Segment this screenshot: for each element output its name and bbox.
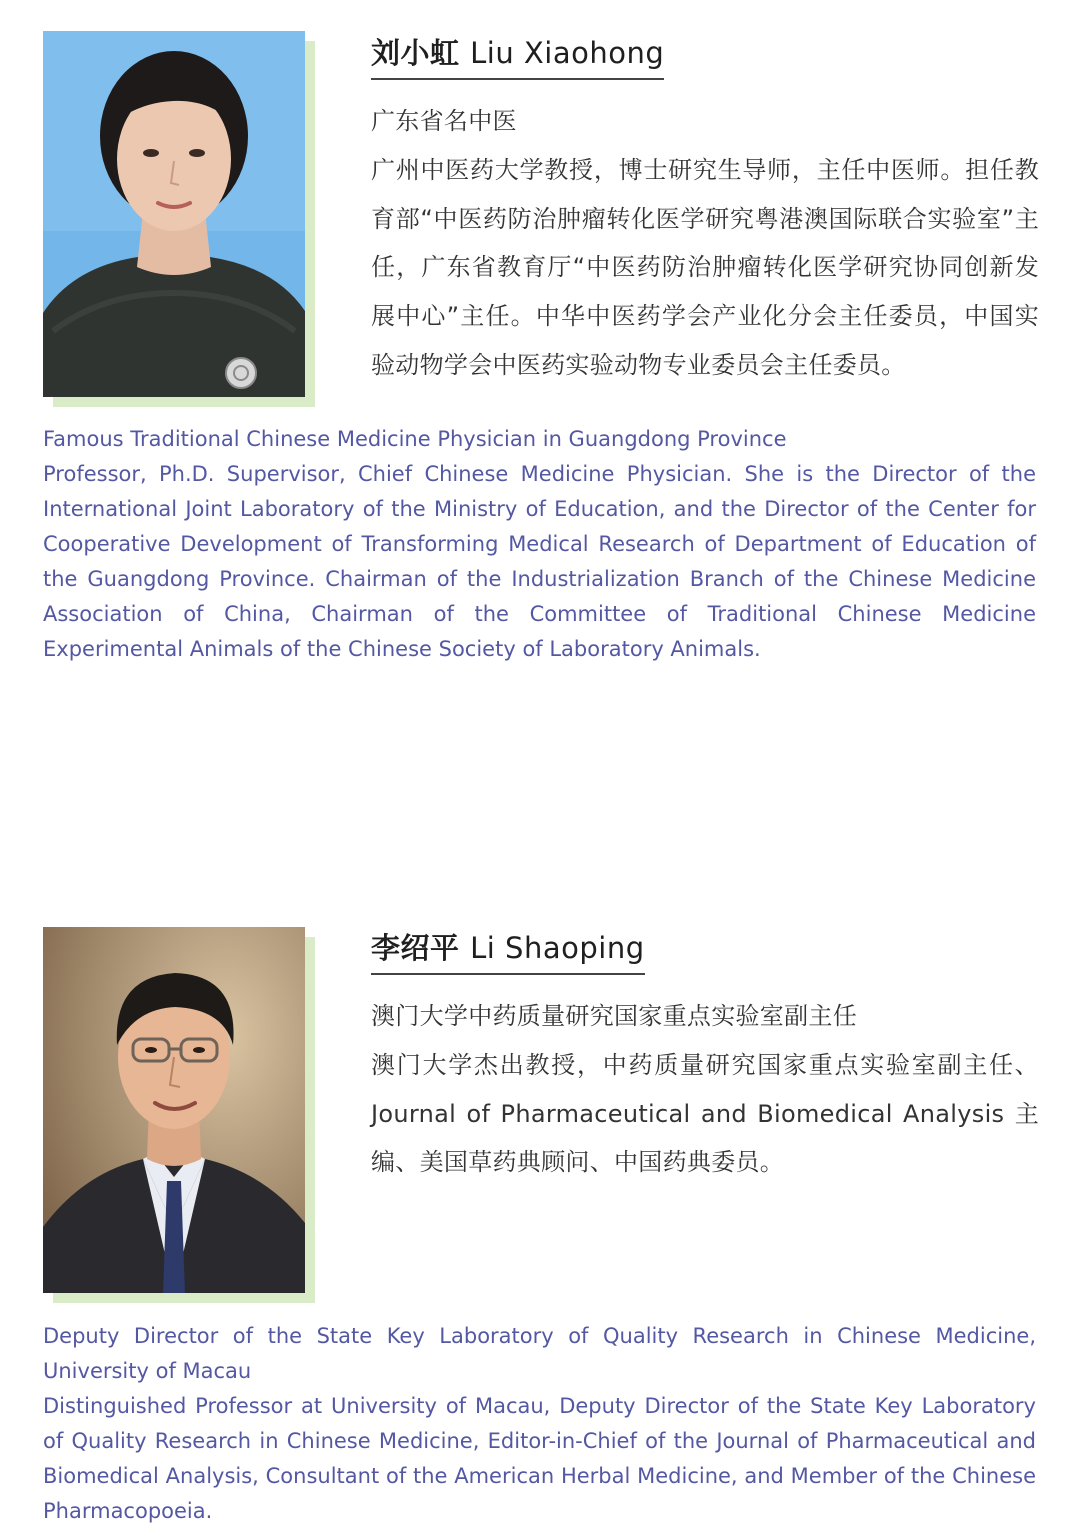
bio-en: Professor, Ph.D. Supervisor, Chief Chinese Medicine Physician. She is the Director of the International Joint Laboratory of the Ministry of Education, and the Director of the Center for Cooperative Development of Transforming Medical Research of Department of Education of the Guangdong Province. Chairman of the Industrialization Branch of the Chinese Medicine Association of China, Chairman of the Committee of Traditional Chinese Medicine Experimental Animals of the Chinese Society of Laboratory Animals. xyxy=(43,462,1036,661)
profile-name-heading xyxy=(371,31,664,80)
chinese-bio-block xyxy=(371,992,1039,1187)
profile-name-heading xyxy=(371,926,645,975)
portrait-photo xyxy=(43,31,305,397)
chinese-bio-block xyxy=(371,97,1039,390)
title-en: Deputy Director of the State Key Laboratory of Quality Research in Chinese Medicine, University of Macau xyxy=(43,1324,1036,1383)
title-en: Famous Traditional Chinese Medicine Physician in Guangdong Province xyxy=(43,427,787,451)
portrait-frame xyxy=(43,927,305,1293)
name-en: Liu Xiaohong xyxy=(470,36,665,70)
portrait-frame xyxy=(43,31,305,397)
name-cn: 刘小虹 xyxy=(371,36,460,70)
title-cn: 澳门大学中药质量研究国家重点实验室副主任 xyxy=(371,1002,857,1030)
name-en: Li Shaoping xyxy=(470,931,645,965)
english-bio-block xyxy=(43,1319,1036,1529)
title-cn: 广东省名中医 xyxy=(371,107,517,135)
profile-name xyxy=(371,31,664,80)
name-cn: 李绍平 xyxy=(371,931,460,965)
bio-en: Distinguished Professor at University of Macau, Deputy Director of the State Key Laboratory of Quality Research in Chinese Medicine, Editor-in-Chief of the Journal of Pharmaceutical and Biomedical Analysis, Consultant of the American Herbal Medicine, and Member of the Chinese Pharmacopoeia. xyxy=(43,1394,1036,1523)
bio-cn: 广州中医药大学教授，博士研究生导师，主任中医师。担任教育部“中医药防治肿瘤转化医学研究粤港澳国际联合实验室”主任，广东省教育厅“中医药防治肿瘤转化医学研究协同创新发展中心”主任。中华中医药学会产业化分会主任委员，中国实验动物学会中医药实验动物专业委员会主任委员。 xyxy=(371,155,1039,379)
english-bio-block xyxy=(43,422,1036,667)
portrait-photo xyxy=(43,927,305,1293)
profile-name xyxy=(371,926,645,975)
bio-cn: 澳门大学杰出教授，中药质量研究国家重点实验室副主任、Journal of Pharmaceutical and Biomedical Analysis 主编、美国草药典顾问、中国药典委员。 xyxy=(371,1050,1039,1177)
